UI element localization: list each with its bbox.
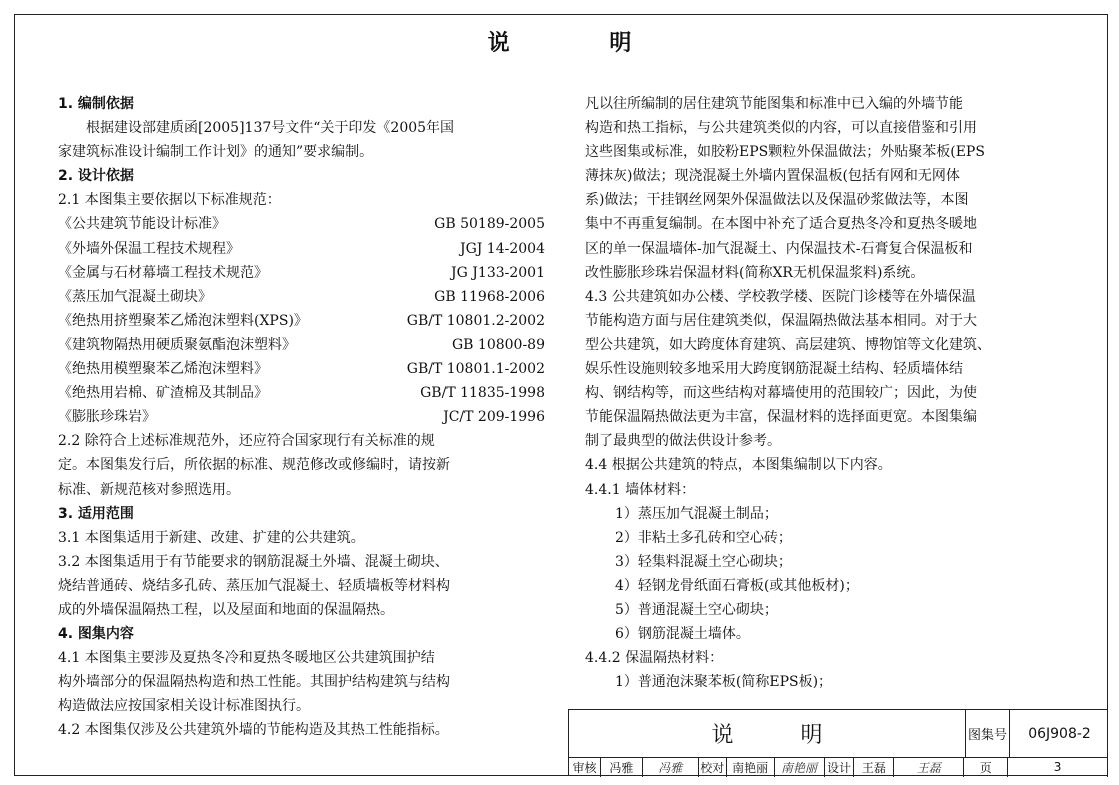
list-item: 2）非粘土多孔砖和空心砖； [615,529,792,546]
paragraph-line: 集中不再重复编制。在本图中补充了适合夏热冬冷和夏热冬暖地 [585,216,977,233]
review-label: 审核 [569,757,601,777]
standard-reference [58,237,553,261]
checker-signature: 南艳丽 [775,757,825,777]
standard-code: GB 11968-2006 [434,288,545,305]
designer-name: 王磊 [854,757,894,777]
section-heading: 2. 设计依据 [58,168,134,185]
title-block-title: 说 明 [711,723,853,748]
title-block [568,709,1108,776]
reviewer-signature: 冯雅 [643,757,699,777]
standard-code: GB/T 10801.2-2002 [406,312,545,329]
paragraph-line: 娱乐性设施则较多地采用大跨度钢筋混凝土结构、轻质墙体结 [585,361,963,378]
paragraph-line: 2.1 本图集主要依据以下标准规范： [58,192,281,209]
standard-title: 《公共建筑节能设计标准》 [58,216,226,233]
paragraph-line: 节能构造方面与居住建筑类似，保温隔热做法基本相同。对于大 [585,312,977,329]
standard-reference [58,357,553,381]
paragraph-line: 根据建设部建质函[2005]137号文件“关于印发《2005年国 [86,120,455,137]
list-item: 3）轻集料混凝土空心砌块； [615,553,792,570]
standard-code: JC/T 209-1996 [443,409,545,426]
list-item: 1）蒸压加气混凝土制品； [615,505,778,522]
standard-title: 《外墙外保温工程技术规程》 [58,240,240,257]
paragraph-line: 3.2 本图集适用于有节能要求的钢筋混凝土外墙、混凝土砌块、 [58,553,449,570]
paragraph-line: 区的单一保温墙体-加气混凝土、内保温技术-石膏复合保温板和 [585,240,973,257]
paragraph-line: 凡以往所编制的居住建筑节能图集和标准中已入编的外墙节能 [585,96,963,112]
standard-title: 《绝热用岩棉、矿渣棉及其制品》 [58,385,268,402]
paragraph-line: 2.2 除符合上述标准规范外，还应符合国家现行有关标准的规 [58,433,435,450]
standard-title: 《金属与石材幕墙工程技术规范》 [58,264,268,281]
paragraph-line: 这些图集或标准，如胶粉EPS颗粒外保温做法；外贴聚苯板(EPS [585,144,985,161]
standard-reference [58,212,553,236]
paragraph-line: 4.4.1 墙体材料： [585,481,696,498]
section-heading: 3. 适用范围 [58,505,134,522]
standard-reference [58,405,553,429]
standard-reference [58,285,553,309]
standard-reference [58,381,553,405]
paragraph-line: 3.1 本图集适用于新建、改建、扩建的公共建筑。 [58,529,365,546]
paragraph-line: 改性膨胀珍珠岩保温材料(简称XR无机保温浆料)系统。 [585,264,925,281]
paragraph-line: 制了最典型的做法供设计参考。 [585,433,781,450]
section-heading: 4. 图集内容 [58,626,134,643]
list-item: 1）普通泡沫聚苯板(简称EPS板)； [615,674,833,691]
right-column [585,92,1075,694]
standard-title: 《绝热用挤塑聚苯乙烯泡沫塑料(XPS)》 [58,312,308,329]
atlas-no: 06J908-2 [1009,710,1109,757]
paragraph-line: 型公共建筑，如大跨度体育建筑、高层建筑、博物馆等文化建筑、 [585,336,991,353]
section-heading: 1. 编制依据 [58,96,134,112]
standard-reference [58,333,553,357]
reviewer-name: 冯雅 [601,757,643,777]
paragraph-line: 4.3 公共建筑如办公楼、学校教学楼、医院门诊楼等在外墙保温 [585,288,976,305]
paragraph-line: 构、钢结构等，而这些结构对幕墙使用的范围较广；因此，为使 [585,385,977,402]
paragraph-line: 4.4 根据公共建筑的特点，本图集编制以下内容。 [585,457,892,474]
standard-code: GB/T 11835-1998 [420,385,545,402]
page-label: 页 [964,757,1008,777]
check-label: 校对 [699,757,727,777]
standard-title: 《膨胀珍珠岩》 [58,409,156,426]
list-item: 5）普通混凝土空心砌块； [615,601,778,618]
standard-code: JG J133-2001 [451,264,545,281]
standard-code: GB 50189-2005 [434,216,545,233]
standard-title: 《建筑物隔热用硬质聚氨酯泡沫塑料》 [58,336,296,353]
paragraph-line: 家建筑标准设计编制工作计划》的通知”要求编制。 [58,144,374,161]
paragraph-line: 成的外墙保温隔热工程，以及屋面和地面的保温隔热。 [58,601,394,618]
paragraph-line: 4.1 本图集主要涉及夏热冬冷和夏热冬暖地区公共建筑围护结 [58,650,435,667]
paragraph-line: 薄抹灰)做法；现浇混凝土外墙内置保温板(包括有网和无网体 [585,168,960,185]
paragraph-line: 标准、新规范核对参照选用。 [58,481,240,498]
list-item: 4）轻钢龙骨纸面石膏板(或其他板材)； [615,577,859,594]
paragraph-line: 节能保温隔热做法更为丰富，保温材料的选择面更宽。本图集编 [585,409,977,426]
standard-title: 《蒸压加气混凝土砌块》 [58,288,212,305]
paragraph-line: 构外墙部分的保温隔热构造和热工性能。其围护结构建筑与结构 [58,674,450,691]
paragraph-line: 系)做法；干挂钢丝网架外保温做法以及保温砂浆做法等，本图 [585,192,969,209]
paragraph-line: 构造和热工指标，与公共建筑类似的内容，可以直接借鉴和引用 [585,120,977,137]
checker-name: 南艳丽 [727,757,775,777]
standard-code: GB 10800-89 [451,336,545,353]
standard-code: JGJ 14-2004 [459,240,545,257]
standard-reference [58,309,553,333]
list-item: 6）钢筋混凝土墙体。 [615,626,750,643]
page-number: 3 [1008,757,1108,777]
left-column [58,92,553,743]
paragraph-line: 烧结普通砖、烧结多孔砖、蒸压加气混凝土、轻质墙板等材料构 [58,577,450,594]
paragraph-line: 4.4.2 保温隔热材料： [585,650,724,667]
designer-signature: 王磊 [894,757,964,777]
design-label: 设计 [825,757,855,777]
page-title: 说 明 [487,30,678,56]
standard-code: GB/T 10801.1-2002 [406,361,545,378]
paragraph-line: 4.2 本图集仅涉及公共建筑外墙的节能构造及其热工性能指标。 [58,722,449,739]
atlas-no-label: 图集号 [965,710,1009,757]
paragraph-line: 定。本图集发行后，所依据的标准、规范修改或修编时，请按新 [58,457,450,474]
paragraph-line: 构造做法应按国家相关设计标准图执行。 [58,698,310,715]
standard-reference [58,261,553,285]
standard-title: 《绝热用模塑聚苯乙烯泡沫塑料》 [58,361,268,378]
